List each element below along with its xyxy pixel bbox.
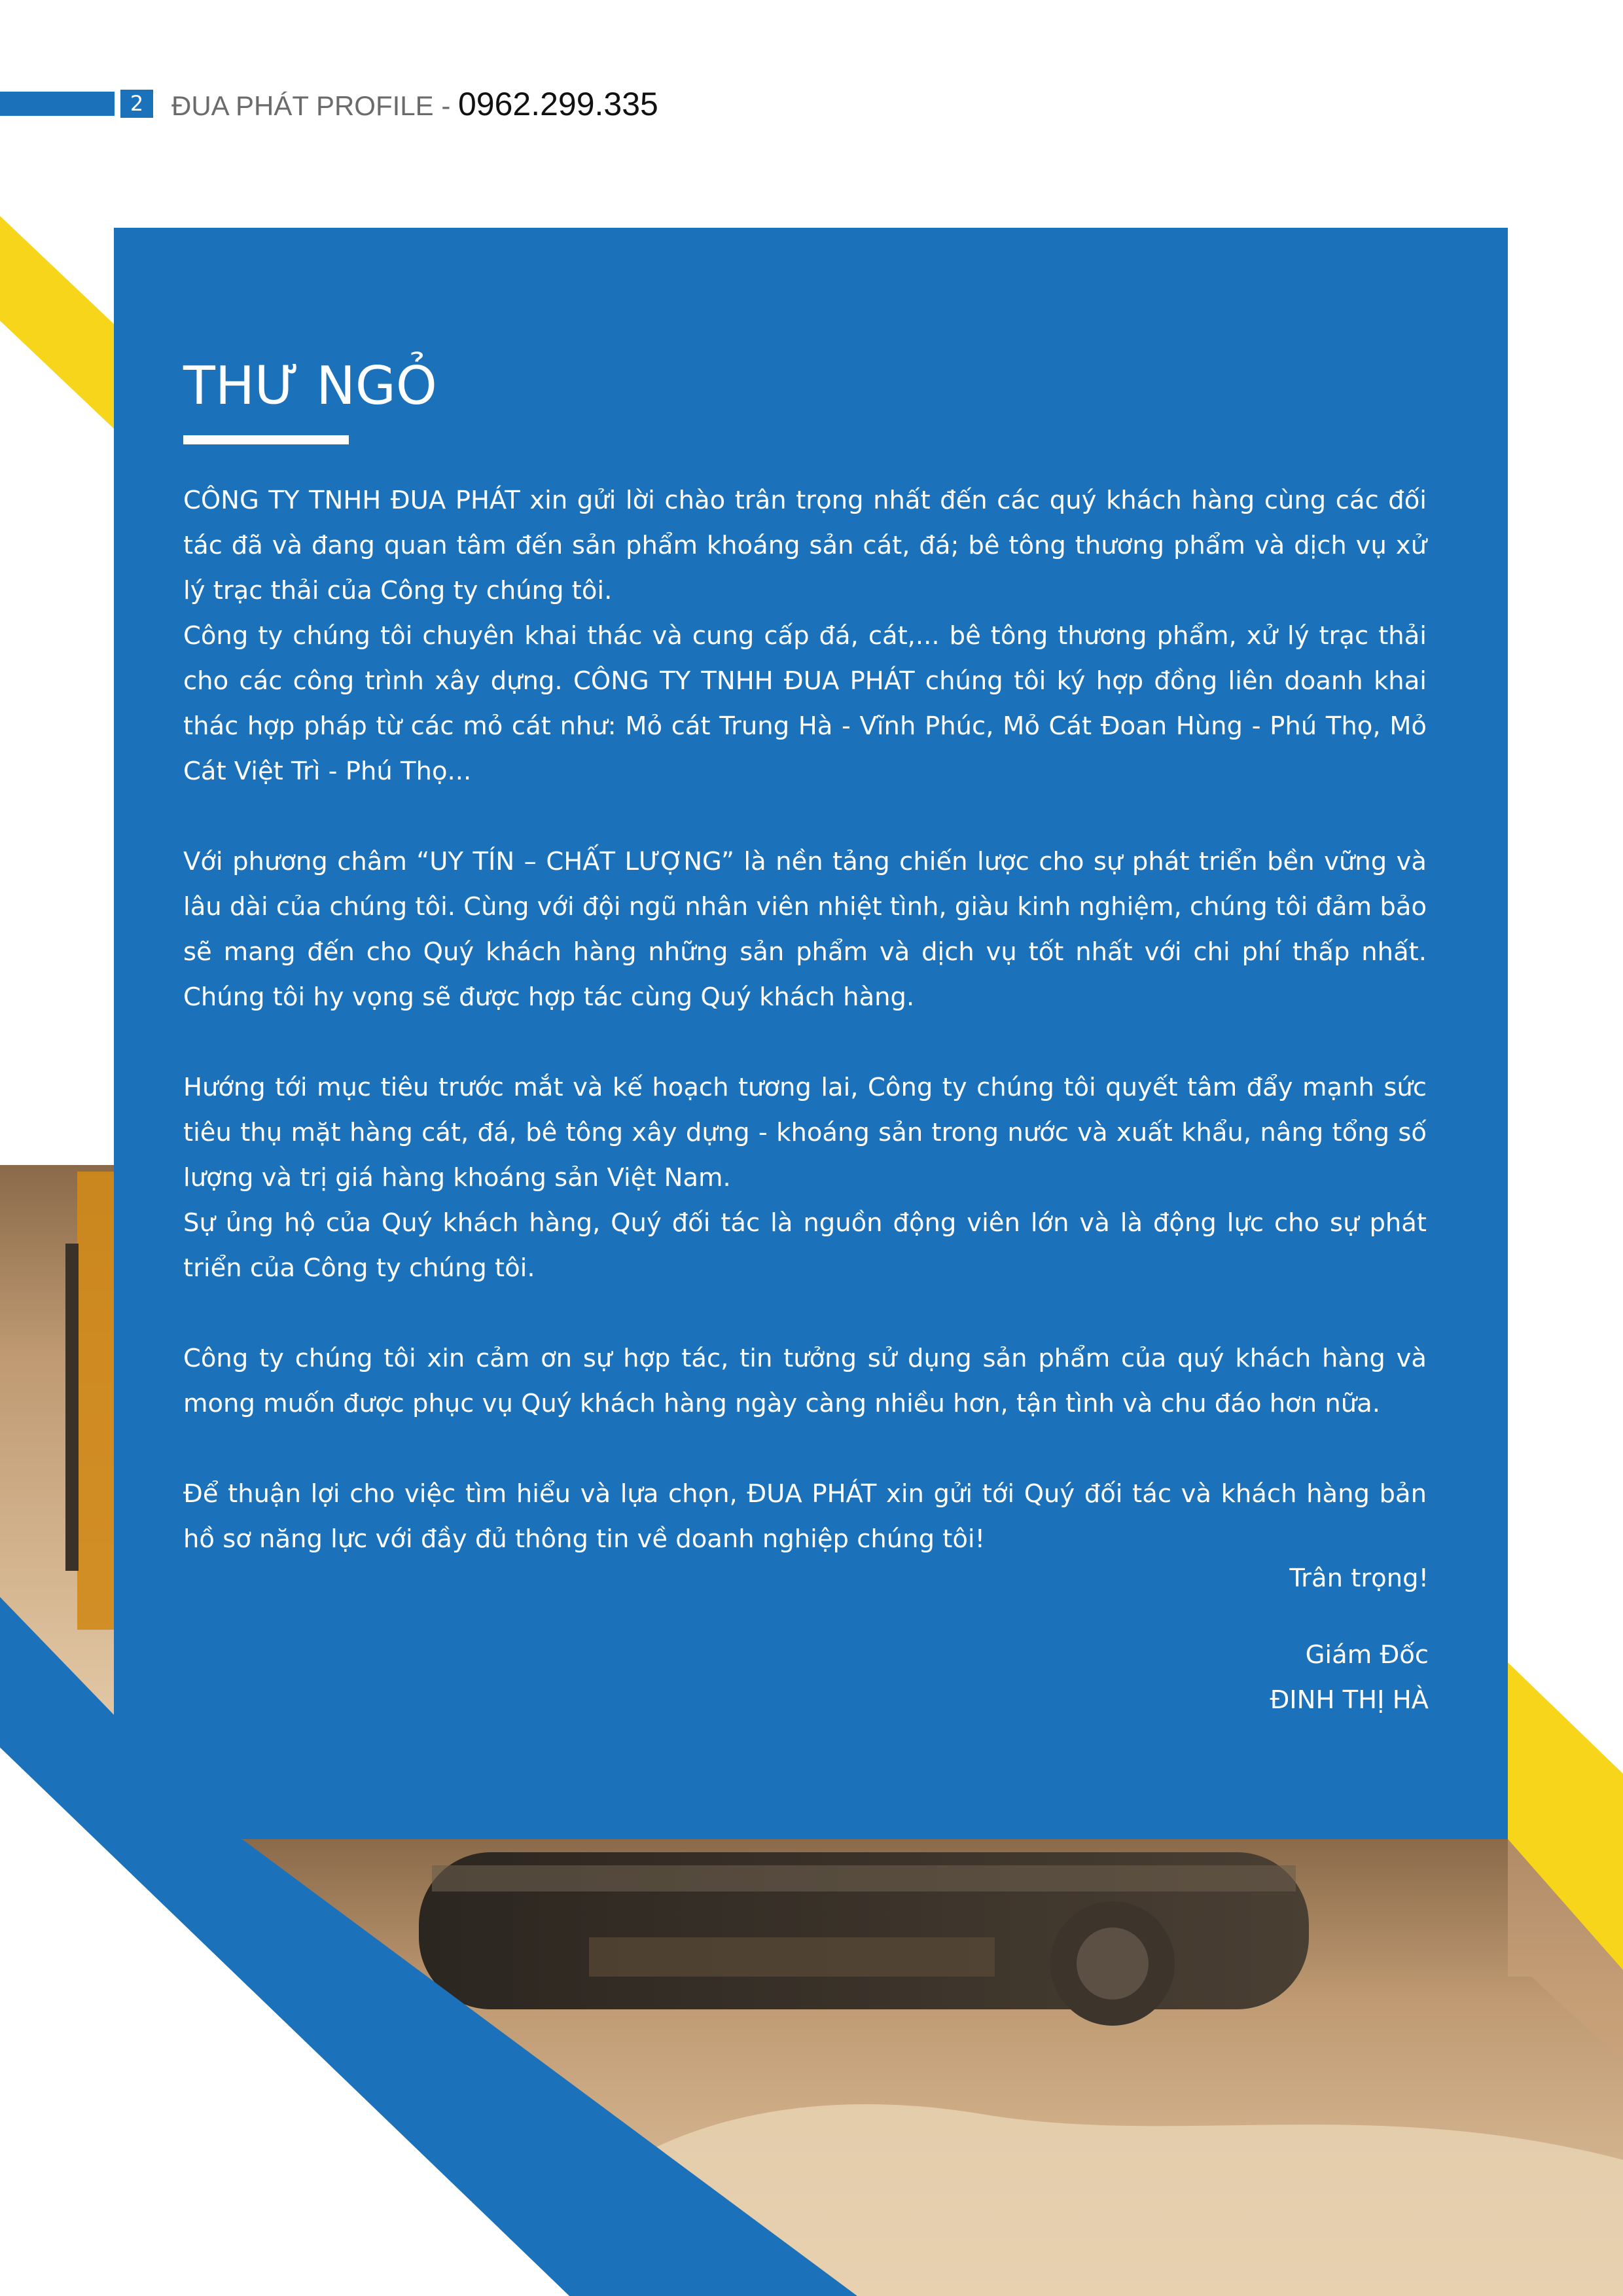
page-number: 2 xyxy=(120,90,153,118)
header-company: ĐUA PHÁT PROFILE - xyxy=(171,90,458,121)
letter-paragraph: Để thuận lợi cho việc tìm hiểu và lựa chọn, ĐUA PHÁT xin gửi tới Quý đối tác và khách hàng bản hồ sơ năng lực với đầy đủ thông tin về doanh nghiệp chúng tôi! xyxy=(183,1479,1427,1554)
header-phone: 0962.299.335 xyxy=(458,86,658,122)
signer-role: Giám Đốc xyxy=(1305,1640,1429,1670)
letter-body xyxy=(183,478,1427,1562)
yellow-stripe-top-left xyxy=(0,216,114,429)
title-underline xyxy=(183,435,349,444)
letter-paragraph: Sự ủng hộ của Quý khách hàng, Quý đối tác là nguồn động viên lớn và là động lực cho sự phát triển của Công ty chúng tôi. xyxy=(183,1208,1427,1283)
letter-title: THƯ NGỎ xyxy=(183,355,437,416)
letter-paragraph: Công ty chúng tôi xin cảm ơn sự hợp tác, tin tưởng sử dụng sản phẩm của quý khách hàng và mong muốn được phục vụ Quý khách hàng ngày càng nhiều hơn, tận tình và chu đáo hơn nữa. xyxy=(183,1344,1427,1418)
letter-closing: Trân trọng! xyxy=(1289,1564,1429,1593)
signature-block xyxy=(1270,1632,1429,1723)
letter-paragraph: CÔNG TY TNHH ĐUA PHÁT xin gửi lời chào trân trọng nhất đến các quý khách hàng cùng các đối tác đã và đang quan tâm đến sản phẩm khoáng sản cát, đá; bê tông thương phẩm và dịch vụ xử lý trạc thải của Công ty chúng tôi. xyxy=(183,486,1427,605)
letter-paragraph: Hướng tới mục tiêu trước mắt và kế hoạch tương lai, Công ty chúng tôi quyết tâm đẩy mạnh sức tiêu thụ mặt hàng cát, đá, bê tông xây dựng - khoáng sản trong nước và xuất khẩu, nâng tổng số lượng và trị giá hàng khoáng sản Việt Nam. xyxy=(183,1073,1427,1193)
header-title xyxy=(171,82,658,128)
letter-paragraph: Công ty chúng tôi chuyên khai thác và cung cấp đá, cát,... bê tông thương phẩm, xử lý trạc thải cho các công trình xây dựng. CÔNG TY TNHH ĐUA PHÁT chúng tôi ký hợp đồng liên doanh khai thác hợp pháp từ các mỏ cát như: Mỏ cát Trung Hà - Vĩnh Phúc, Mỏ Cát Đoan Hùng - Phú Thọ, Mỏ Cát Việt Trì - Phú Thọ... xyxy=(183,621,1427,786)
header-accent-bar xyxy=(0,92,115,116)
signer-name: ĐINH THỊ HÀ xyxy=(1270,1685,1429,1715)
letter-paragraph: Với phương châm “UY TÍN – CHẤT LƯỢNG” là nền tảng chiến lược cho sự phát triển bền vững và lâu dài của chúng tôi. Cùng với đội ngũ nhân viên nhiệt tình, giàu kinh nghiệm, chúng tôi đảm bảo sẽ mang đến cho Quý khách hàng những sản phẩm và dịch vụ tốt nhất với chi phí thấp nhất. Chúng tôi hy vọng sẽ được hợp tác cùng Quý khách hàng. xyxy=(183,847,1427,1012)
excavator-arm xyxy=(77,1172,114,1630)
